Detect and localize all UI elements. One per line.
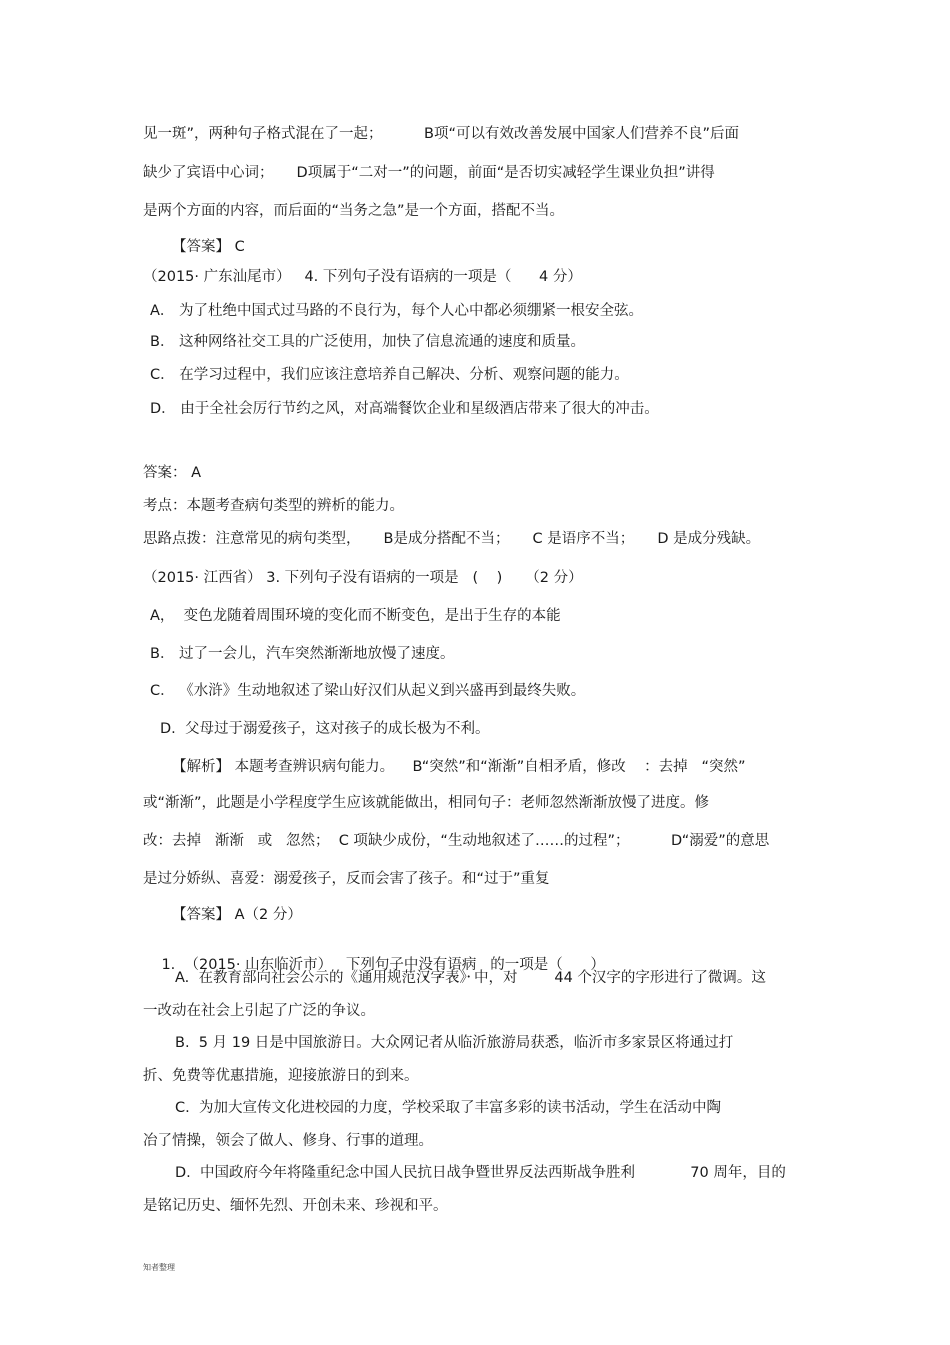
- text-line: 缺少了宾语中心词； D项属于“二对一”的问题，前面“是否切实减轻学生课业负担”讲得: [143, 165, 715, 181]
- text-line: 折、免费等优惠措施，迎接旅游日的到来。: [143, 1068, 419, 1084]
- text-line: 见一斑”，两种句子格式混在了一起； B项“可以有效改善发展中国家人们营养不良”后面: [143, 126, 739, 142]
- question-prefix: 1. （2015· 山东临沂市） 下列句子中: [161, 957, 419, 973]
- option-b: B． 这种网络社交工具的广泛使用，加快了信息流通的速度和质量。: [150, 334, 586, 350]
- answer-line: 答案： A: [143, 465, 202, 481]
- text-line: 是过分娇纵、喜爱：溺爱孩子，反而会害了孩子。和“过于”重复: [143, 871, 550, 887]
- text-line: 是两个方面的内容，而后面的“当务之急”是一个方面，搭配不当。: [143, 203, 565, 219]
- analysis-line: 【解析】 本题考查辨识病句能力。 B“突然”和“渐渐”自相矛盾，修改 ：去掉 “突然”: [172, 759, 746, 775]
- emphasized-text: 没有语病: [418, 957, 477, 973]
- text-line: 思路点拨：注意常见的病句类型， B是成分搭配不当； C 是语序不当； D 是成分残缺。: [143, 531, 761, 547]
- answer-line: 【答案】 A（2 分）: [172, 907, 302, 923]
- option-b: B. 5 月 19 日是中国旅游日。大众网记者从临沂旅游局获悉，临沂市多家景区将通过打: [175, 1035, 734, 1051]
- question-suffix: 的一项是（ ）: [476, 957, 605, 973]
- option-a: A， 变色龙随着周围环境的变化而不断变色，是出于生存的本能: [150, 608, 561, 624]
- option-d: D. 中国政府今年将隆重纪念中国人民抗日战争暨世界反法西斯战争胜利 70 周年，目的: [175, 1165, 786, 1181]
- text-line: 考点：本题考查病句类型的辨析的能力。: [143, 498, 404, 514]
- text-line: 或“渐渐”，此题是小学程度学生应该就能做出，相同句子：老师忽然渐渐放慢了进度。修: [143, 795, 710, 811]
- option-c: C. 为加大宣传文化进校园的力度，学校采取了丰富多彩的读书活动，学生在活动中陶: [175, 1100, 721, 1116]
- text-line: 是铭记历史、缅怀先烈、开创未来、珍视和平。: [143, 1198, 448, 1214]
- text-line: 冶了情操，领会了做人、修身、行事的道理。: [143, 1133, 433, 1149]
- question-header: （2015· 广东汕尾市） 4. 下列句子没有语病的一项是（ 4 分）: [143, 269, 582, 285]
- page-footer: 知者整理: [143, 1263, 175, 1272]
- option-c: C． 《水浒》生动地叙述了梁山好汉们从起义到兴盛再到最终失败。: [150, 683, 586, 699]
- option-d: D. 父母过于溺爱孩子，这对孩子的成长极为不利。: [160, 721, 490, 737]
- question-header: （2015· 江西省） 3. 下列句子没有语病的一项是 ( ) （2 分）: [143, 570, 583, 586]
- text-line: 改：去掉 渐渐 或 忽然； C 项缺少成份，“生动地叙述了……的过程”； D“溺爱”的意思: [143, 833, 770, 849]
- option-c: C． 在学习过程中，我们应该注意培养自己解决、分析、观察问题的能力。: [150, 367, 629, 383]
- option-d: D． 由于全社会厉行节约之风，对高端餐饮企业和星级酒店带来了很大的冲击。: [150, 401, 659, 417]
- option-a: A． 为了杜绝中国式过马路的不良行为，每个人心中都必须绷紧一根安全弦。: [150, 303, 644, 319]
- text-line: 一改动在社会上引起了广泛的争议。: [143, 1003, 375, 1019]
- option-a: A. 在教育部向社会公示的《通用规范汉字表》中，对 44 个汉字的字形进行了微调。这: [175, 970, 766, 986]
- option-b: B． 过了一会儿，汽车突然渐渐地放慢了速度。: [150, 646, 455, 662]
- answer-line: 【答案】 C: [172, 239, 245, 255]
